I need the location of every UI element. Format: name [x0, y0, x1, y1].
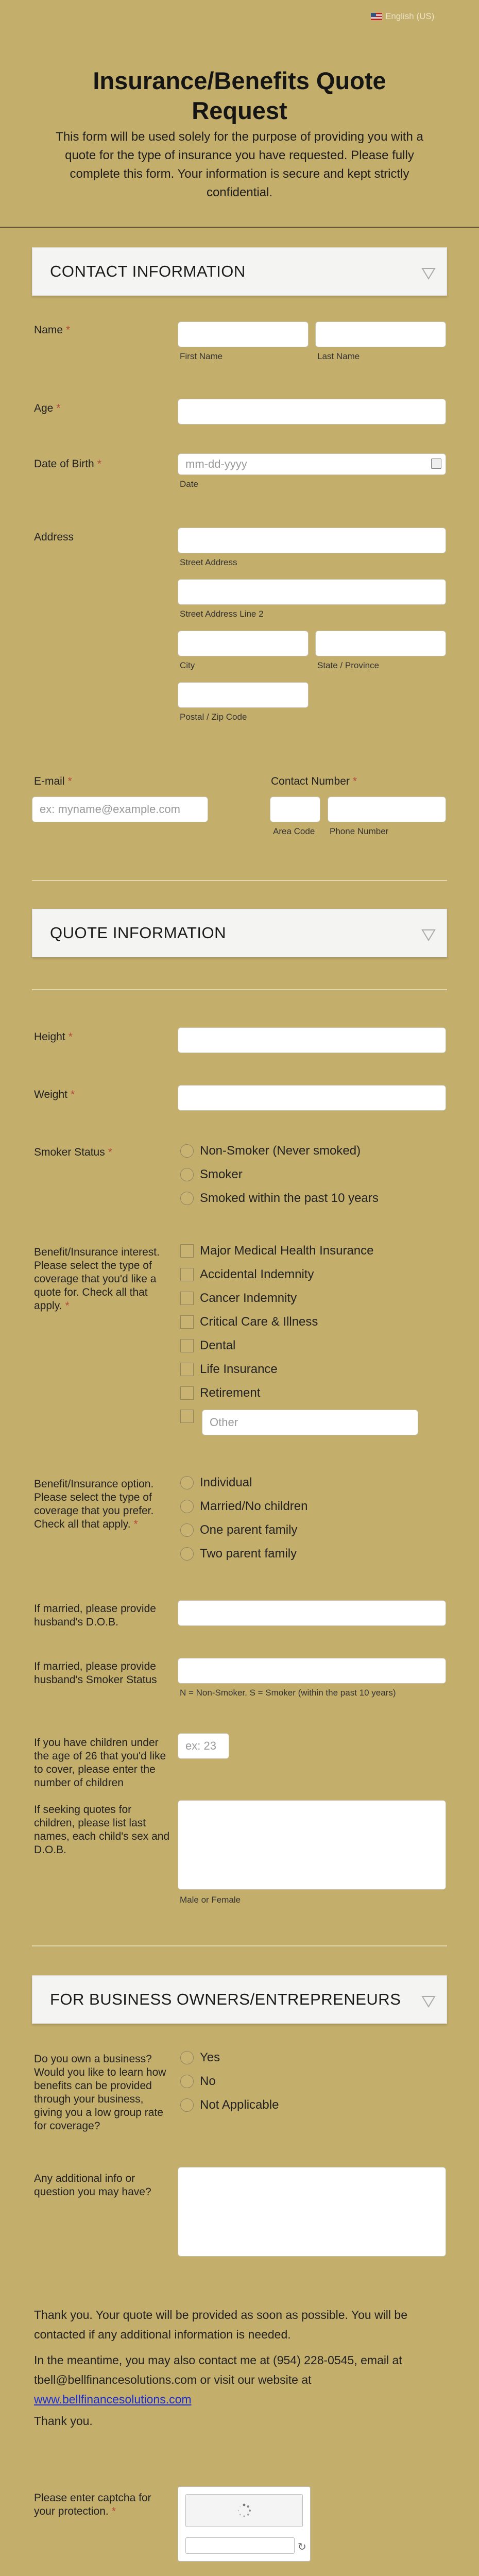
- checkbox[interactable]: [180, 1292, 194, 1305]
- captcha-label: Please enter captcha for your protection. *: [34, 2492, 151, 2517]
- city-input[interactable]: [178, 631, 309, 656]
- checkbox[interactable]: [180, 1363, 194, 1376]
- additional-info-textarea[interactable]: [178, 2167, 446, 2257]
- smoker-option-non-smoker[interactable]: Non-Smoker (Never smoked): [180, 1144, 361, 1158]
- checkbox[interactable]: [180, 1315, 194, 1329]
- closing-paragraph-1: Thank you. Your quote will be provided as soon as possible. You will be contacted if any additional information is needed.: [34, 2308, 407, 2341]
- children-info-label: If seeking quotes for children, please list last names, each child's sex and D.O.B.: [34, 1804, 170, 1856]
- section-title: FOR BUSINESS OWNERS/ENTREPRENEURS: [50, 1990, 401, 2008]
- checkbox[interactable]: [180, 1339, 194, 1352]
- height-label: Height *: [34, 1031, 73, 1043]
- benefit-option-cancer[interactable]: Cancer Indemnity: [180, 1291, 297, 1306]
- section-title: CONTACT INFORMATION: [50, 262, 246, 280]
- husband-smoker-sublabel: N = Non-Smoker. S = Smoker (within the past 10 years): [180, 1688, 396, 1698]
- street-address-2-sublabel: Street Address Line 2: [180, 609, 264, 619]
- checkbox[interactable]: [180, 1410, 194, 1423]
- area-code-sublabel: Area Code: [273, 826, 315, 836]
- calendar-icon[interactable]: [431, 459, 441, 469]
- loading-spinner-icon: [236, 2503, 252, 2518]
- area-code-input[interactable]: [270, 796, 320, 822]
- closing-paragraph-3: Thank you.: [34, 2414, 93, 2428]
- coverage-option-one-parent[interactable]: One parent family: [180, 1523, 297, 1537]
- street-address-input[interactable]: [178, 528, 446, 553]
- radio-button[interactable]: [180, 1500, 194, 1513]
- first-name-input[interactable]: [178, 321, 309, 347]
- captcha-input[interactable]: [185, 2537, 295, 2554]
- street-address-2-input[interactable]: [178, 579, 446, 605]
- last-name-input[interactable]: [315, 321, 446, 347]
- children-count-label: If you have children under the age of 26 that you'd like to cover, please enter the number of children: [34, 1737, 166, 1789]
- benefit-option-dental[interactable]: Dental: [180, 1338, 235, 1353]
- language-label: English (US): [385, 11, 435, 21]
- zip-sublabel: Postal / Zip Code: [180, 712, 247, 722]
- address-label: Address: [34, 531, 74, 543]
- street-address-sublabel: Street Address: [180, 557, 237, 567]
- benefit-option-retirement[interactable]: Retirement: [180, 1386, 260, 1400]
- radio-button[interactable]: [180, 2075, 194, 2088]
- state-sublabel: State / Province: [317, 660, 380, 670]
- radio-button[interactable]: [180, 1168, 194, 1181]
- dob-label: Date of Birth *: [34, 458, 101, 470]
- dob-sublabel: Date: [180, 479, 198, 489]
- benefit-interest-label: Benefit/Insurance interest. Please select the type of coverage that you'd like a quote for. Check all that apply. *: [34, 1246, 160, 1312]
- husband-dob-input[interactable]: [178, 1600, 446, 1626]
- section-divider: [32, 1945, 447, 1946]
- section-contact-information[interactable]: [32, 247, 447, 296]
- benefit-option-major-medical[interactable]: Major Medical Health Insurance: [180, 1244, 374, 1258]
- husband-smoker-label: If married, please provide husband's Smoker Status: [34, 1660, 157, 1686]
- coverage-option-two-parent[interactable]: Two parent family: [180, 1547, 297, 1561]
- last-name-sublabel: Last Name: [317, 351, 360, 361]
- collapse-triangle-icon[interactable]: [421, 927, 436, 942]
- refresh-icon[interactable]: ↻: [298, 2541, 306, 2553]
- coverage-option-individual[interactable]: Individual: [180, 1476, 252, 1490]
- coverage-option-married[interactable]: Married/No children: [180, 1499, 307, 1514]
- children-count-input[interactable]: [178, 1733, 229, 1759]
- radio-button[interactable]: [180, 1523, 194, 1537]
- children-info-textarea[interactable]: [178, 1800, 446, 1890]
- section-divider: [32, 989, 447, 990]
- zip-input[interactable]: [178, 682, 309, 708]
- collapse-triangle-icon[interactable]: [421, 265, 436, 281]
- smoker-option-smoker[interactable]: Smoker: [180, 1167, 243, 1182]
- language-selector[interactable]: [371, 11, 434, 22]
- age-label: Age *: [34, 402, 61, 414]
- radio-button[interactable]: [180, 1476, 194, 1489]
- radio-button[interactable]: [180, 2051, 194, 2064]
- benefit-option-life[interactable]: Life Insurance: [180, 1362, 278, 1377]
- radio-button[interactable]: [180, 1192, 194, 1205]
- husband-dob-label: If married, please provide husband's D.O.B.: [34, 1603, 156, 1628]
- business-owner-label: Do you own a business? Would you like to learn how benefits can be provided through your business, giving you a low group rate for coverage?: [34, 2053, 166, 2132]
- additional-info-label: Any additional info or question you may have?: [34, 2173, 151, 2198]
- email-input[interactable]: [32, 796, 208, 822]
- dob-input[interactable]: [178, 453, 446, 475]
- weight-label: Weight *: [34, 1089, 75, 1100]
- phone-number-input[interactable]: [328, 796, 446, 822]
- header-divider: [0, 227, 479, 228]
- business-option-yes[interactable]: Yes: [180, 2050, 220, 2065]
- state-input[interactable]: [315, 631, 446, 656]
- benefit-option-accidental[interactable]: Accidental Indemnity: [180, 1267, 314, 1282]
- section-title: QUOTE INFORMATION: [50, 924, 227, 942]
- smoker-option-past-10-years[interactable]: Smoked within the past 10 years: [180, 1191, 379, 1206]
- husband-smoker-input[interactable]: [178, 1658, 446, 1684]
- children-info-sublabel: Male or Female: [180, 1895, 241, 1905]
- phone-number-sublabel: Phone Number: [330, 826, 389, 836]
- us-flag-icon: [371, 13, 382, 20]
- collapse-triangle-icon[interactable]: [421, 1993, 436, 2009]
- closing-paragraph-2: In the meantime, you may also contact me at (954) 228-0545, email at tbell@bellfinancesolutions.com or visit our website at www.bellfinancesolutions.com: [34, 2353, 402, 2406]
- section-business-owners[interactable]: [32, 1975, 447, 2024]
- captcha-image: [185, 2494, 303, 2527]
- checkbox[interactable]: [180, 1386, 194, 1400]
- radio-button[interactable]: [180, 1547, 194, 1561]
- benefit-option-label: Benefit/Insurance option. Please select the type of coverage that you prefer. Check all that apply. *: [34, 1478, 154, 1530]
- captcha-widget[interactable]: [178, 2486, 311, 2562]
- radio-button[interactable]: [180, 2098, 194, 2112]
- checkbox[interactable]: [180, 1268, 194, 1281]
- benefit-other-input[interactable]: [202, 1410, 418, 1435]
- contact-number-label: Contact Number *: [271, 775, 357, 787]
- business-option-no[interactable]: No: [180, 2074, 216, 2089]
- first-name-sublabel: First Name: [180, 351, 223, 361]
- email-label: E-mail *: [34, 775, 72, 787]
- name-label: Name *: [34, 324, 71, 336]
- benefit-option-other[interactable]: [180, 1410, 200, 1423]
- business-option-not-applicable[interactable]: Not Applicable: [180, 2098, 279, 2112]
- age-input[interactable]: [178, 399, 446, 425]
- form-title: Insurance/Benefits Quote Request: [93, 67, 386, 124]
- radio-button[interactable]: [180, 1144, 194, 1158]
- city-sublabel: City: [180, 660, 195, 670]
- benefit-option-critical-care[interactable]: Critical Care & Illness: [180, 1315, 318, 1329]
- smoker-status-label: Smoker Status *: [34, 1146, 112, 1158]
- website-link[interactable]: www.bellfinancesolutions.com: [34, 2393, 192, 2406]
- section-quote-information[interactable]: [32, 909, 447, 957]
- section-divider: [32, 880, 447, 881]
- weight-input[interactable]: [178, 1085, 446, 1111]
- height-input[interactable]: [178, 1027, 446, 1053]
- checkbox[interactable]: [180, 1244, 194, 1258]
- form-subtitle: This form will be used solely for the purpose of providing you with a quote for the type of insurance you have requested. Please fully complete this form. Your information is secure and kept strictly confidential.: [56, 130, 423, 199]
